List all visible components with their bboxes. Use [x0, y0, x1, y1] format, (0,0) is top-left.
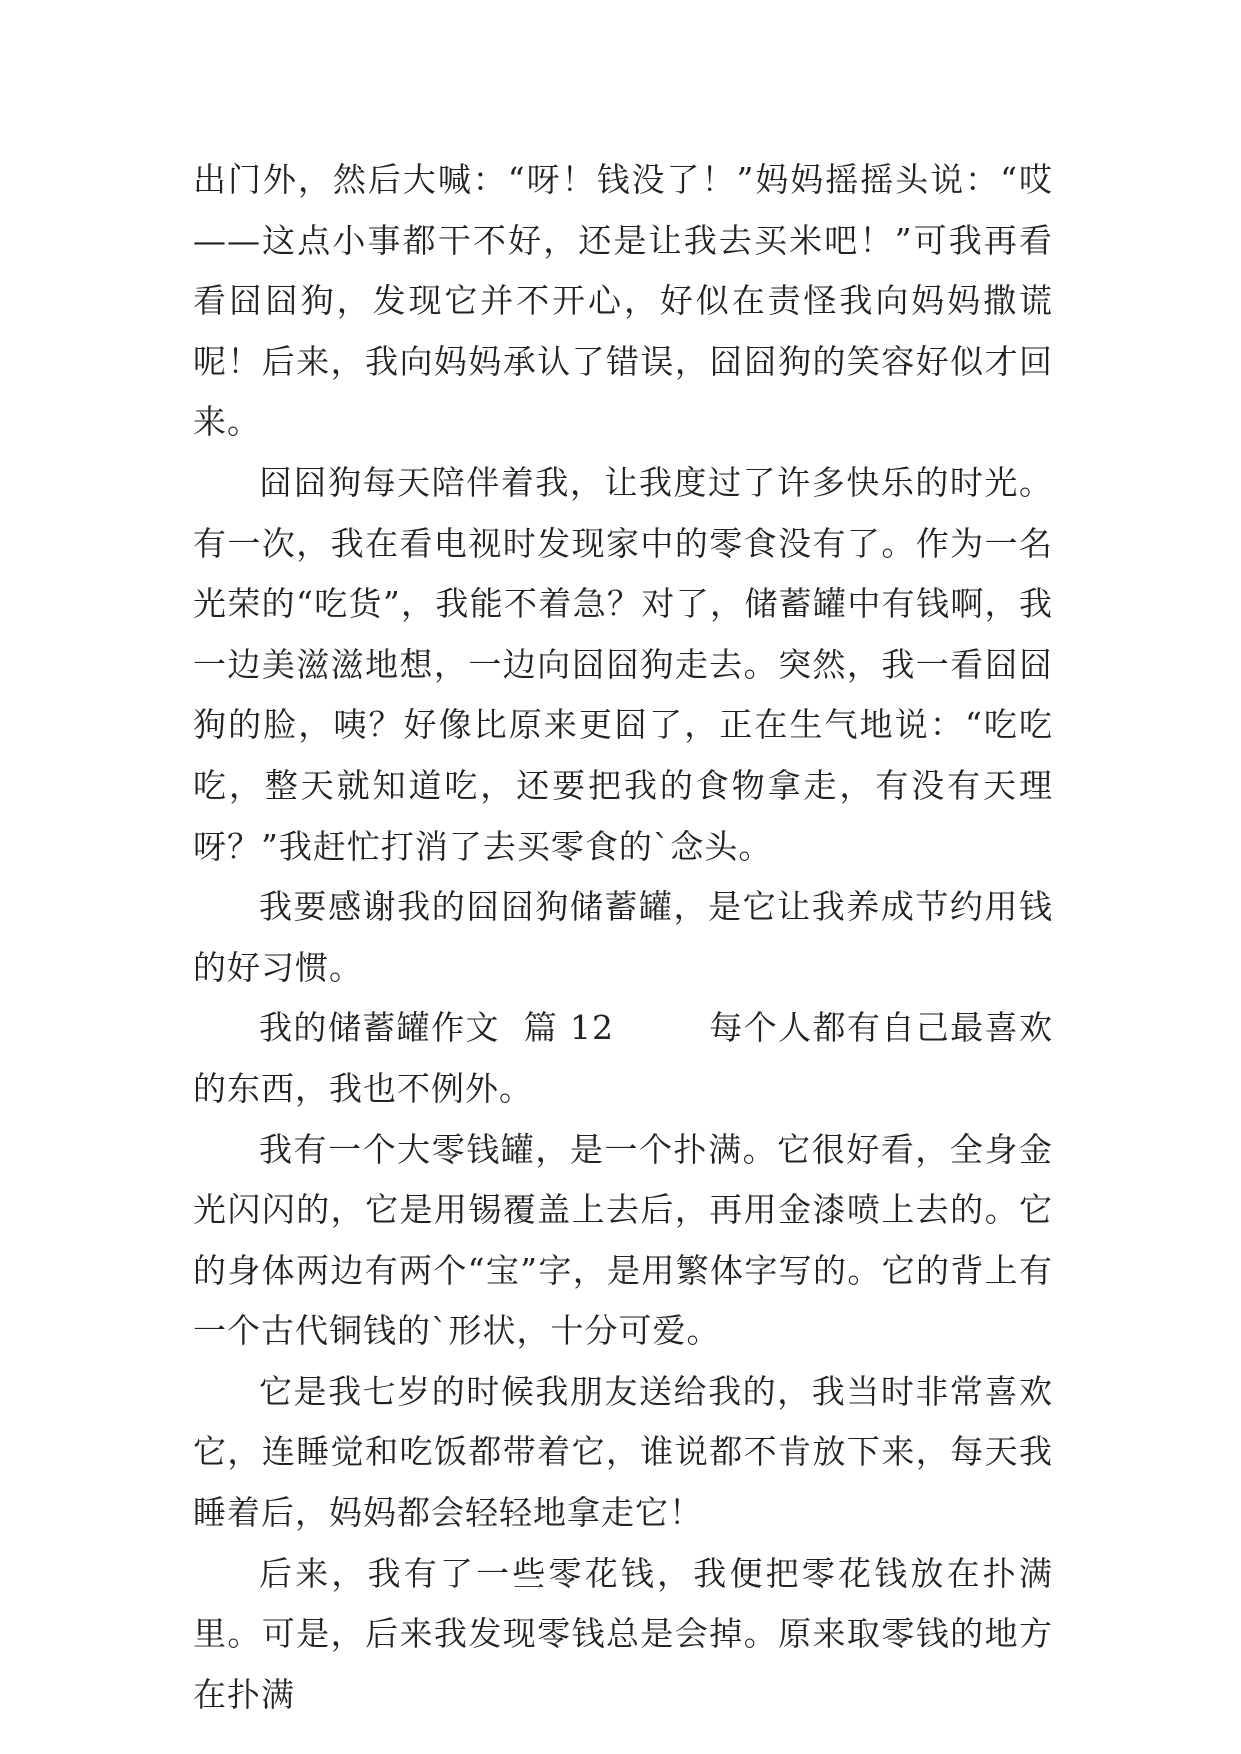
paragraph-5: 我有一个大零钱罐，是一个扑满。它很好看，全身金光闪闪的，它是用锡覆盖上去后，再用金漆喷上去的。它的身体两边有两个“宝”字，是用繁体字写的。它的背上有一个古代铜钱的`形状，十分可爱。 [193, 1129, 1053, 1351]
paragraph-4-section-heading: 我的储蓄罐作文 篇 12 每个人都有自己最喜欢的东西，我也不例外。 [193, 1008, 1053, 1108]
document-body [193, 150, 1053, 1725]
paragraph-3: 我要感谢我的囧囧狗储蓄罐，是它让我养成节约用钱的好习惯。 [193, 887, 1053, 987]
paragraph-1: 出门外，然后大喊：“呀！钱没了！”妈妈摇摇头说：“哎——这点小事都干不好，还是让我去买米吧！”可我再看看囧囧狗，发现它并不开心，好似在责怪我向妈妈撒谎呢！后来，我向妈妈承认了错误，囧囧狗的笑容好似才回来。 [193, 160, 1053, 442]
paragraph-6: 它是我七岁的时候我朋友送给我的，我当时非常喜欢它，连睡觉和吃饭都带着它，谁说都不肯放下来，每天我睡着后，妈妈都会轻轻地拿走它！ [193, 1371, 1053, 1533]
paragraph-7: 后来，我有了一些零花钱，我便把零花钱放在扑满里。可是，后来我发现零钱总是会掉。原来取零钱的地方在扑满 [193, 1553, 1053, 1714]
paragraph-2: 囧囧狗每天陪伴着我，让我度过了许多快乐的时光。有一次，我在看电视时发现家中的零食没有了。作为一名光荣的“吃货”，我能不着急？对了，储蓄罐中有钱啊，我一边美滋滋地想，一边向囧囧狗走去。突然，我一看囧囧狗的脸，咦？好像比原来更囧了，正在生气地说：“吃吃吃，整天就知道吃，还要把我的食物拿走，有没有天理呀？”我赶忙打消了去买零食的`念头。 [193, 462, 1053, 866]
